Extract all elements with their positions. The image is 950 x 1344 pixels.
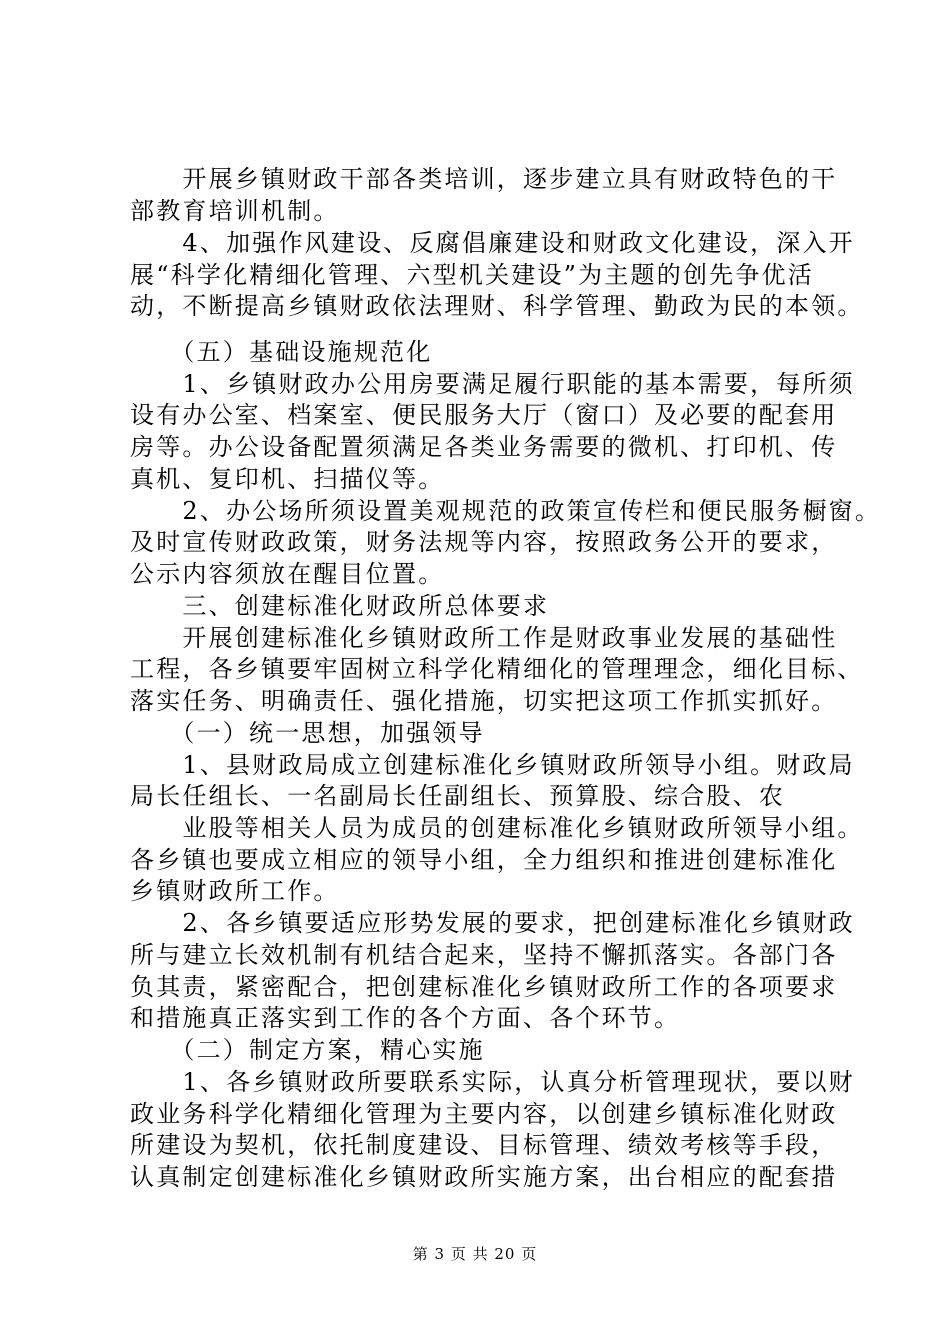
section-heading: （一）统一思想，加强领导 <box>130 719 485 747</box>
body-line: 开展创建标准化乡镇财政所工作是财政事业发展的基础性 <box>130 624 838 652</box>
body-line: 1、县财政局成立创建标准化乡镇财政所领导小组。财政局 <box>130 751 855 779</box>
body-line: 认真制定创建标准化乡镇财政所实施方案，出台相应的配套措 <box>130 1163 838 1191</box>
body-line: 负其责，紧密配合，把创建标准化乡镇财政所工作的各项要求 <box>130 973 838 1001</box>
body-line: 部教育培训机制。 <box>130 197 340 225</box>
body-line: 展“科学化精细化管理、六型机关建设”为主题的创先争优活 <box>130 261 814 289</box>
body-line: 真机、复印机、扫描仪等。 <box>130 465 445 493</box>
body-line: 所建设为契机，依托制度建设、目标管理、绩效考核等手段， <box>130 1131 838 1159</box>
section-heading: （五）基础设施规范化 <box>130 338 433 366</box>
body-line: 1、各乡镇财政所要联系实际，认真分析管理现状，要以财 <box>130 1068 855 1096</box>
body-line: 局长任组长、一名副局长任副组长、预算股、综合股、农 <box>130 782 785 810</box>
body-line: 所与建立长效机制有机结合起来，坚持不懈抓落实。各部门各 <box>130 941 838 969</box>
body-line: 各乡镇也要成立相应的领导小组，全力组织和推进创建标准化 <box>130 846 838 874</box>
body-line: 2、办公场所须设置美观规范的政策宣传栏和便民服务橱窗。 <box>130 497 882 525</box>
section-heading: 三、创建标准化财政所总体要求 <box>130 592 550 620</box>
body-line: 房等。办公设备配置须满足各类业务需要的微机、打印机、传 <box>130 433 838 461</box>
body-line: 乡镇财政所工作。 <box>130 877 340 905</box>
body-line: 及时宣传财政政策，财务法规等内容，按照政务公开的要求， <box>130 528 838 556</box>
body-line: 设有办公室、档案室、便民服务大厅（窗口）及必要的配套用 <box>130 401 838 429</box>
body-line: 2、各乡镇要适应形势发展的要求，把创建标准化乡镇财政 <box>130 909 855 937</box>
body-line: 和措施真正落实到工作的各个方面、各个环节。 <box>130 1004 681 1032</box>
body-line: 4、加强作风建设、反腐倡廉建设和财政文化建设，深入开 <box>130 229 855 257</box>
body-line: 开展乡镇财政干部各类培训，逐步建立具有财政特色的干 <box>130 165 838 193</box>
body-line: 工程，各乡镇要牢固树立科学化精细化的管理理念，细化目标、 <box>130 655 864 683</box>
body-line: 公示内容须放在醒目位置。 <box>130 560 445 588</box>
body-line: 1、乡镇财政办公用房要满足履行职能的基本需要，每所须 <box>130 370 855 398</box>
body-line: 落实任务、明确责任、强化措施，切实把这项工作抓实抓好。 <box>130 687 838 715</box>
body-line: 动，不断提高乡镇财政依法理财、科学管理、勤政为民的本领。 <box>130 292 864 320</box>
section-heading: （二）制定方案，精心实施 <box>130 1036 485 1064</box>
body-line: 政业务科学化精细化管理为主要内容，以创建乡镇标准化财政 <box>130 1100 838 1128</box>
body-line: 业股等相关人员为成员的创建标准化乡镇财政所领导小组。 <box>130 814 864 842</box>
page-footer: 第 3 页 共 20 页 <box>412 1245 538 1263</box>
